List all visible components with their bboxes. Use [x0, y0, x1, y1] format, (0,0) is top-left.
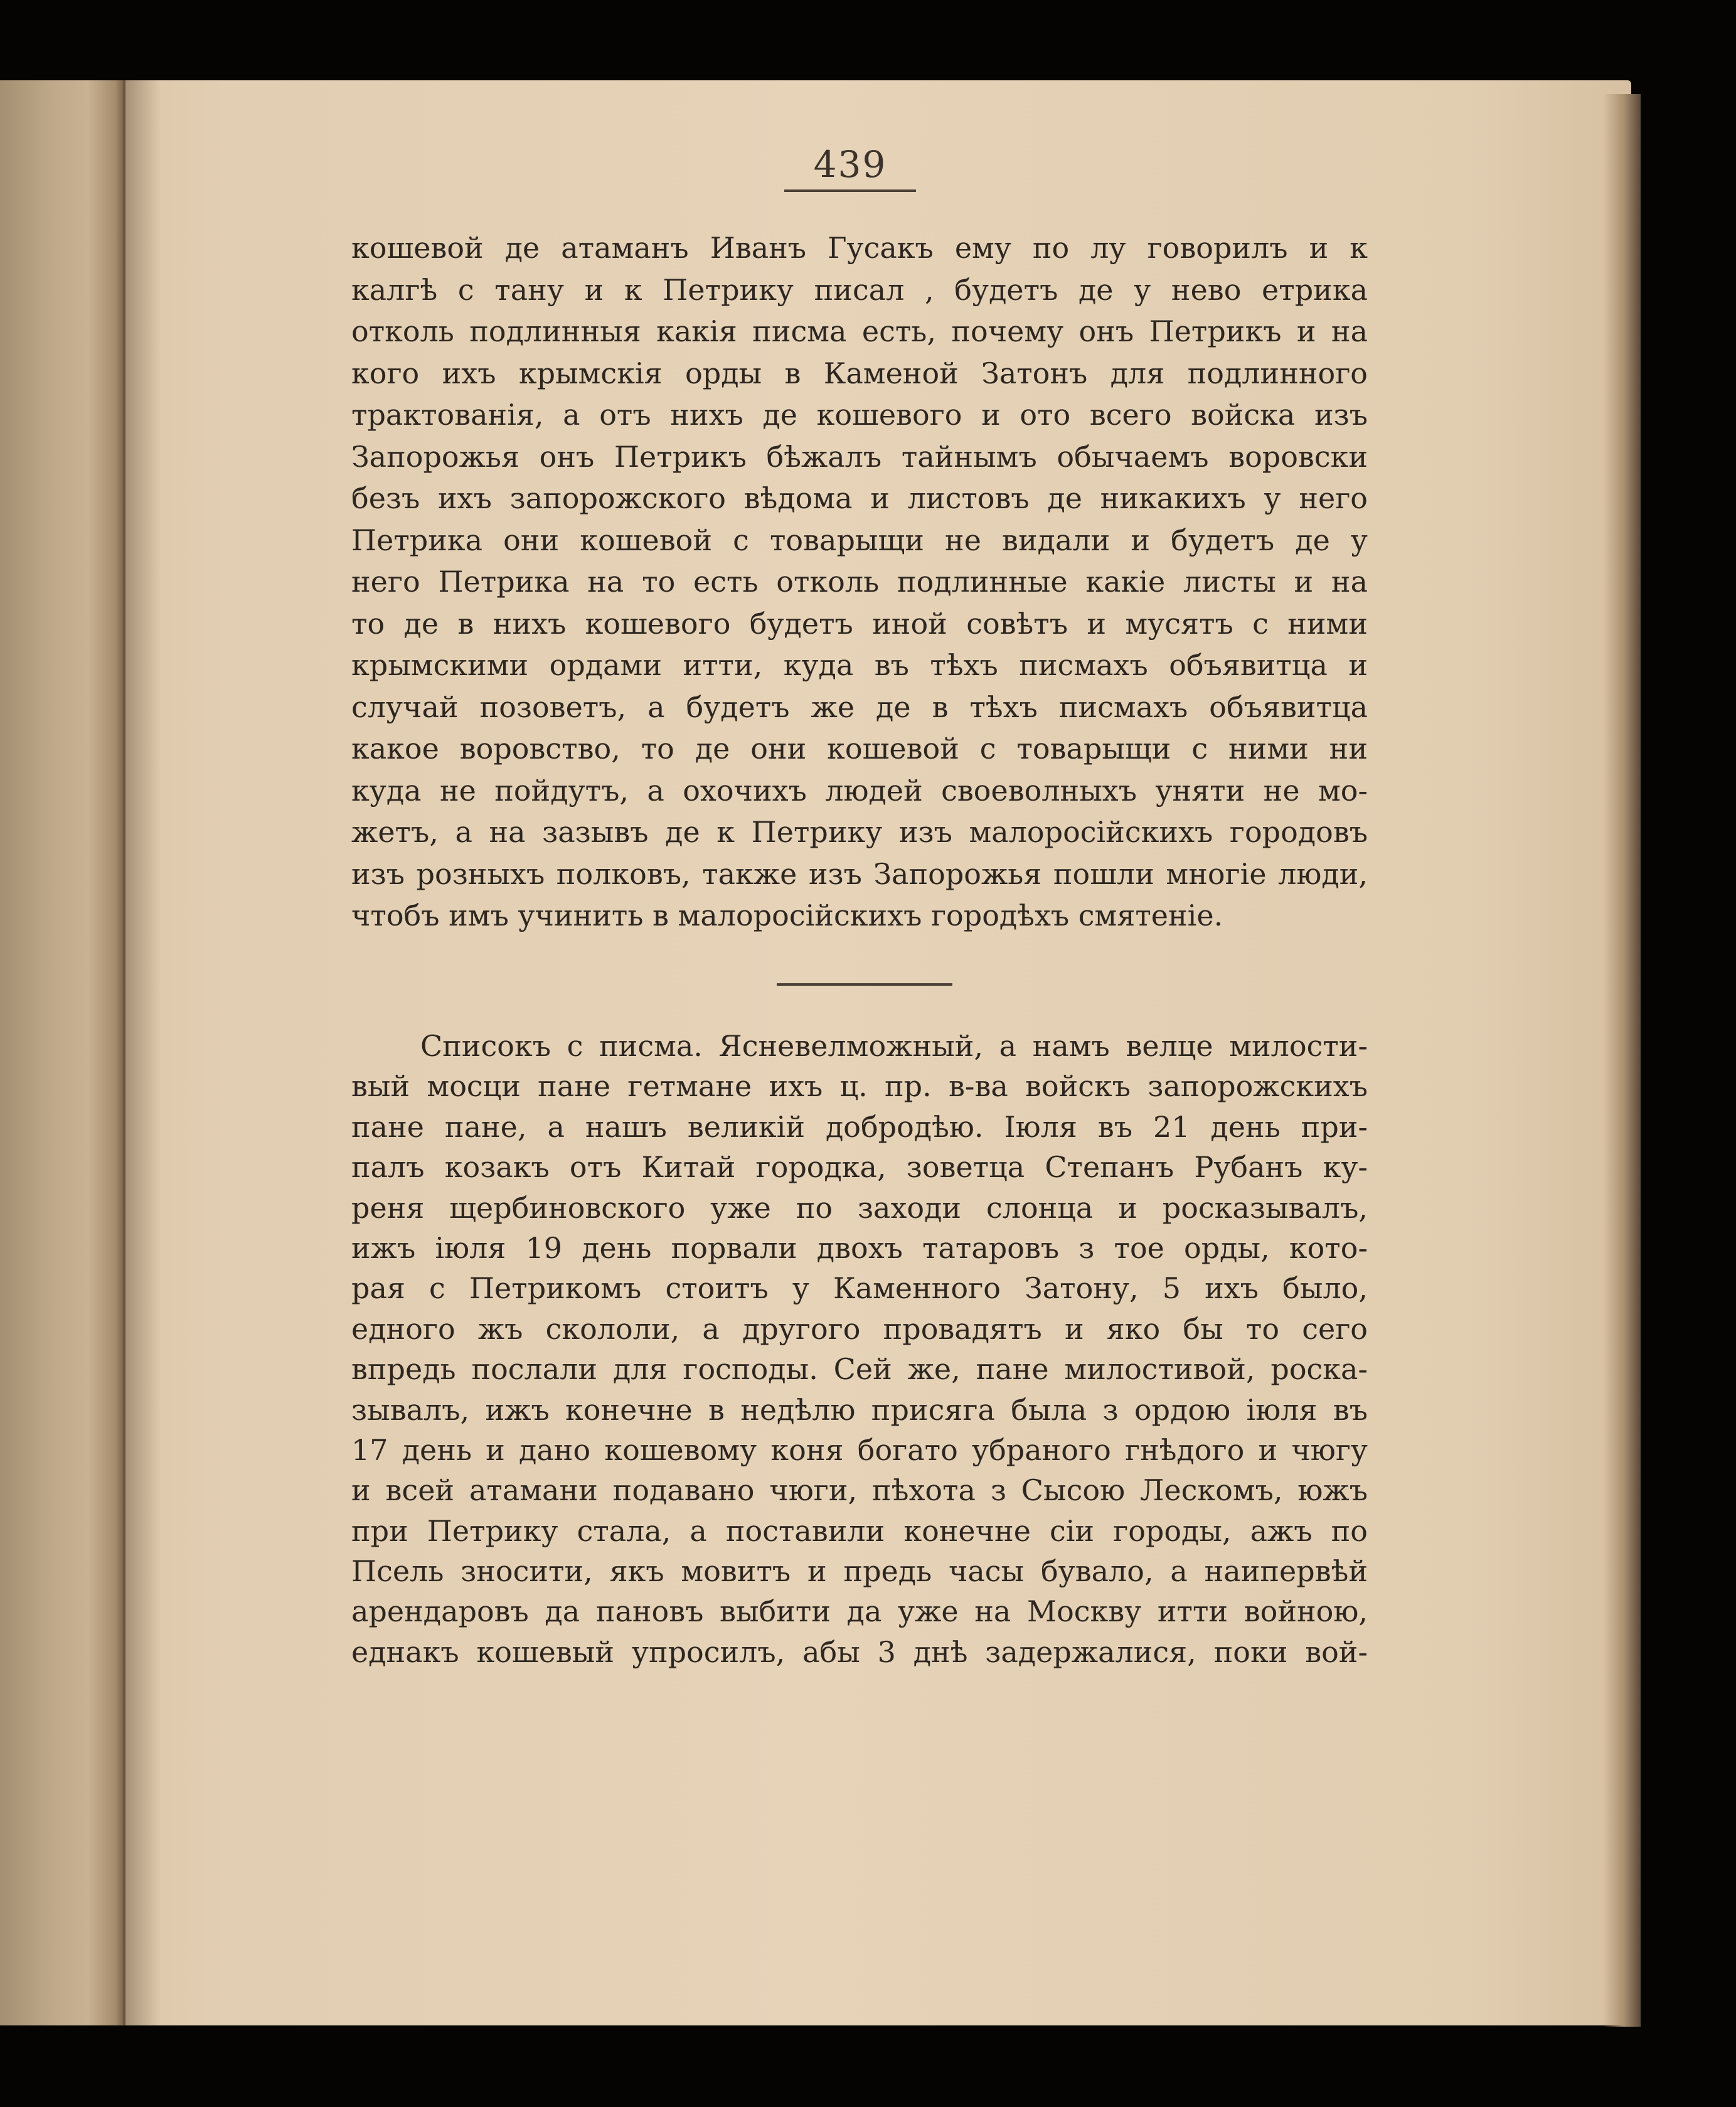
right-page-edge — [1603, 94, 1641, 2027]
text-line: Петрика они кошевой с товарыщи не видали и будетъ де у — [351, 523, 1368, 557]
text-line: кошевой де атаманъ Иванъ Гусакъ ему по лу говорилъ и к — [351, 231, 1368, 265]
left-page-edge — [0, 80, 125, 2025]
page-number: 439 — [813, 143, 887, 186]
text-line: ижъ іюля 19 день порвали двохъ татаровъ з тое орды, кото- — [351, 1230, 1368, 1265]
text-line: Запорожья онъ Петрикъ бѣжалъ тайнымъ обычаемъ воровски — [351, 439, 1368, 474]
text-line: крымскими ордами итти, куда въ тѣхъ писмахъ объявитца и — [351, 648, 1368, 682]
text-line: него Петрика на то есть отколь подлинные какіе листы и на — [351, 565, 1368, 599]
text-line: и всей атамани подавано чюги, пѣхота з Сысою Лескомъ, южъ — [351, 1473, 1368, 1508]
text-line: еднакъ кошевый упросилъ, абы 3 днѣ задержалися, поки вой- — [351, 1635, 1368, 1669]
text-line: изъ розныхъ полковъ, также изъ Запорожья пошли многіе люди, — [351, 856, 1368, 891]
text-line: трактованія, а отъ нихъ де кошевого и ото всего войска изъ — [351, 398, 1368, 432]
text-line: при Петрику стала, а поставили конечне сіи городы, ажъ по — [351, 1513, 1368, 1548]
text-line: безъ ихъ запорожского вѣдома и листовъ де никакихъ у него — [351, 481, 1368, 515]
page-number-rule — [784, 189, 916, 192]
text-line: палъ козакъ отъ Китай городка, зоветца Степанъ Рубанъ ку- — [351, 1150, 1368, 1185]
text-line: зывалъ, ижъ конечне в недѣлю присяга была з ордою іюля въ — [351, 1392, 1368, 1427]
text-line: отколь подлинныя какія писма есть, почему онъ Петрикъ и на — [351, 314, 1368, 348]
text-line: калгѣ с тану и к Петрику писал , будетъ де у нево етрика — [351, 272, 1368, 307]
text-line: арендаровъ да пановъ выбити да уже на Москву итти войною, — [351, 1594, 1368, 1629]
text-line: кого ихъ крымскія орды в Каменой Затонъ для подлинного — [351, 356, 1368, 390]
text-line: какое воровство, то де они кошевой с товарыщи с ними ни — [351, 732, 1368, 765]
text-line: 17 день и дано кошевому коня богато убраного гнѣдого и чюгу — [351, 1432, 1368, 1467]
paragraph-2 — [351, 1026, 1368, 1672]
text-line: то де в нихъ кошевого будетъ иной совѣтъ и мусятъ с ними — [351, 606, 1368, 641]
text-line: вый мосци пане гетмане ихъ ц. пр. в-ва войскъ запорожскихъ — [351, 1069, 1368, 1104]
text-line: случай позоветъ, а будетъ же де в тѣхъ писмахъ объявитца — [351, 690, 1368, 724]
text-line: куда не пойдутъ, а охочихъ людей своеволныхъ уняти не мо- — [351, 773, 1368, 808]
section-divider — [777, 983, 952, 986]
text-line: реня щербиновского уже по заходи слонца и росказывалъ, — [351, 1190, 1368, 1225]
text-line: впредь послали для господы. Сей же, пане милостивой, роска- — [351, 1352, 1368, 1387]
text-line: рая с Петрикомъ стоитъ у Каменного Затону, 5 ихъ было, — [351, 1271, 1368, 1306]
paragraph-1 — [351, 227, 1368, 937]
text-line: жетъ, а на зазывъ де к Петрику изъ малоросійскихъ городовъ — [351, 815, 1368, 849]
text-line: Списокъ с писма. Ясневелможный, а намъ велце милости- — [420, 1029, 1368, 1063]
gutter-shadow — [123, 80, 161, 2025]
text-line: пане пане, а нашъ великій добродѣю. Іюля въ 21 день при- — [351, 1109, 1368, 1144]
text-line: едного жъ скололи, а другого провадятъ и яко бы то сего — [351, 1311, 1368, 1346]
text-line: чтобъ имъ учинить в малоросійскихъ городѣхъ смятеніе. — [351, 899, 1223, 932]
text-line: Псель зносити, якъ мовитъ и предь часы бувало, а наипервѣй — [351, 1554, 1368, 1589]
